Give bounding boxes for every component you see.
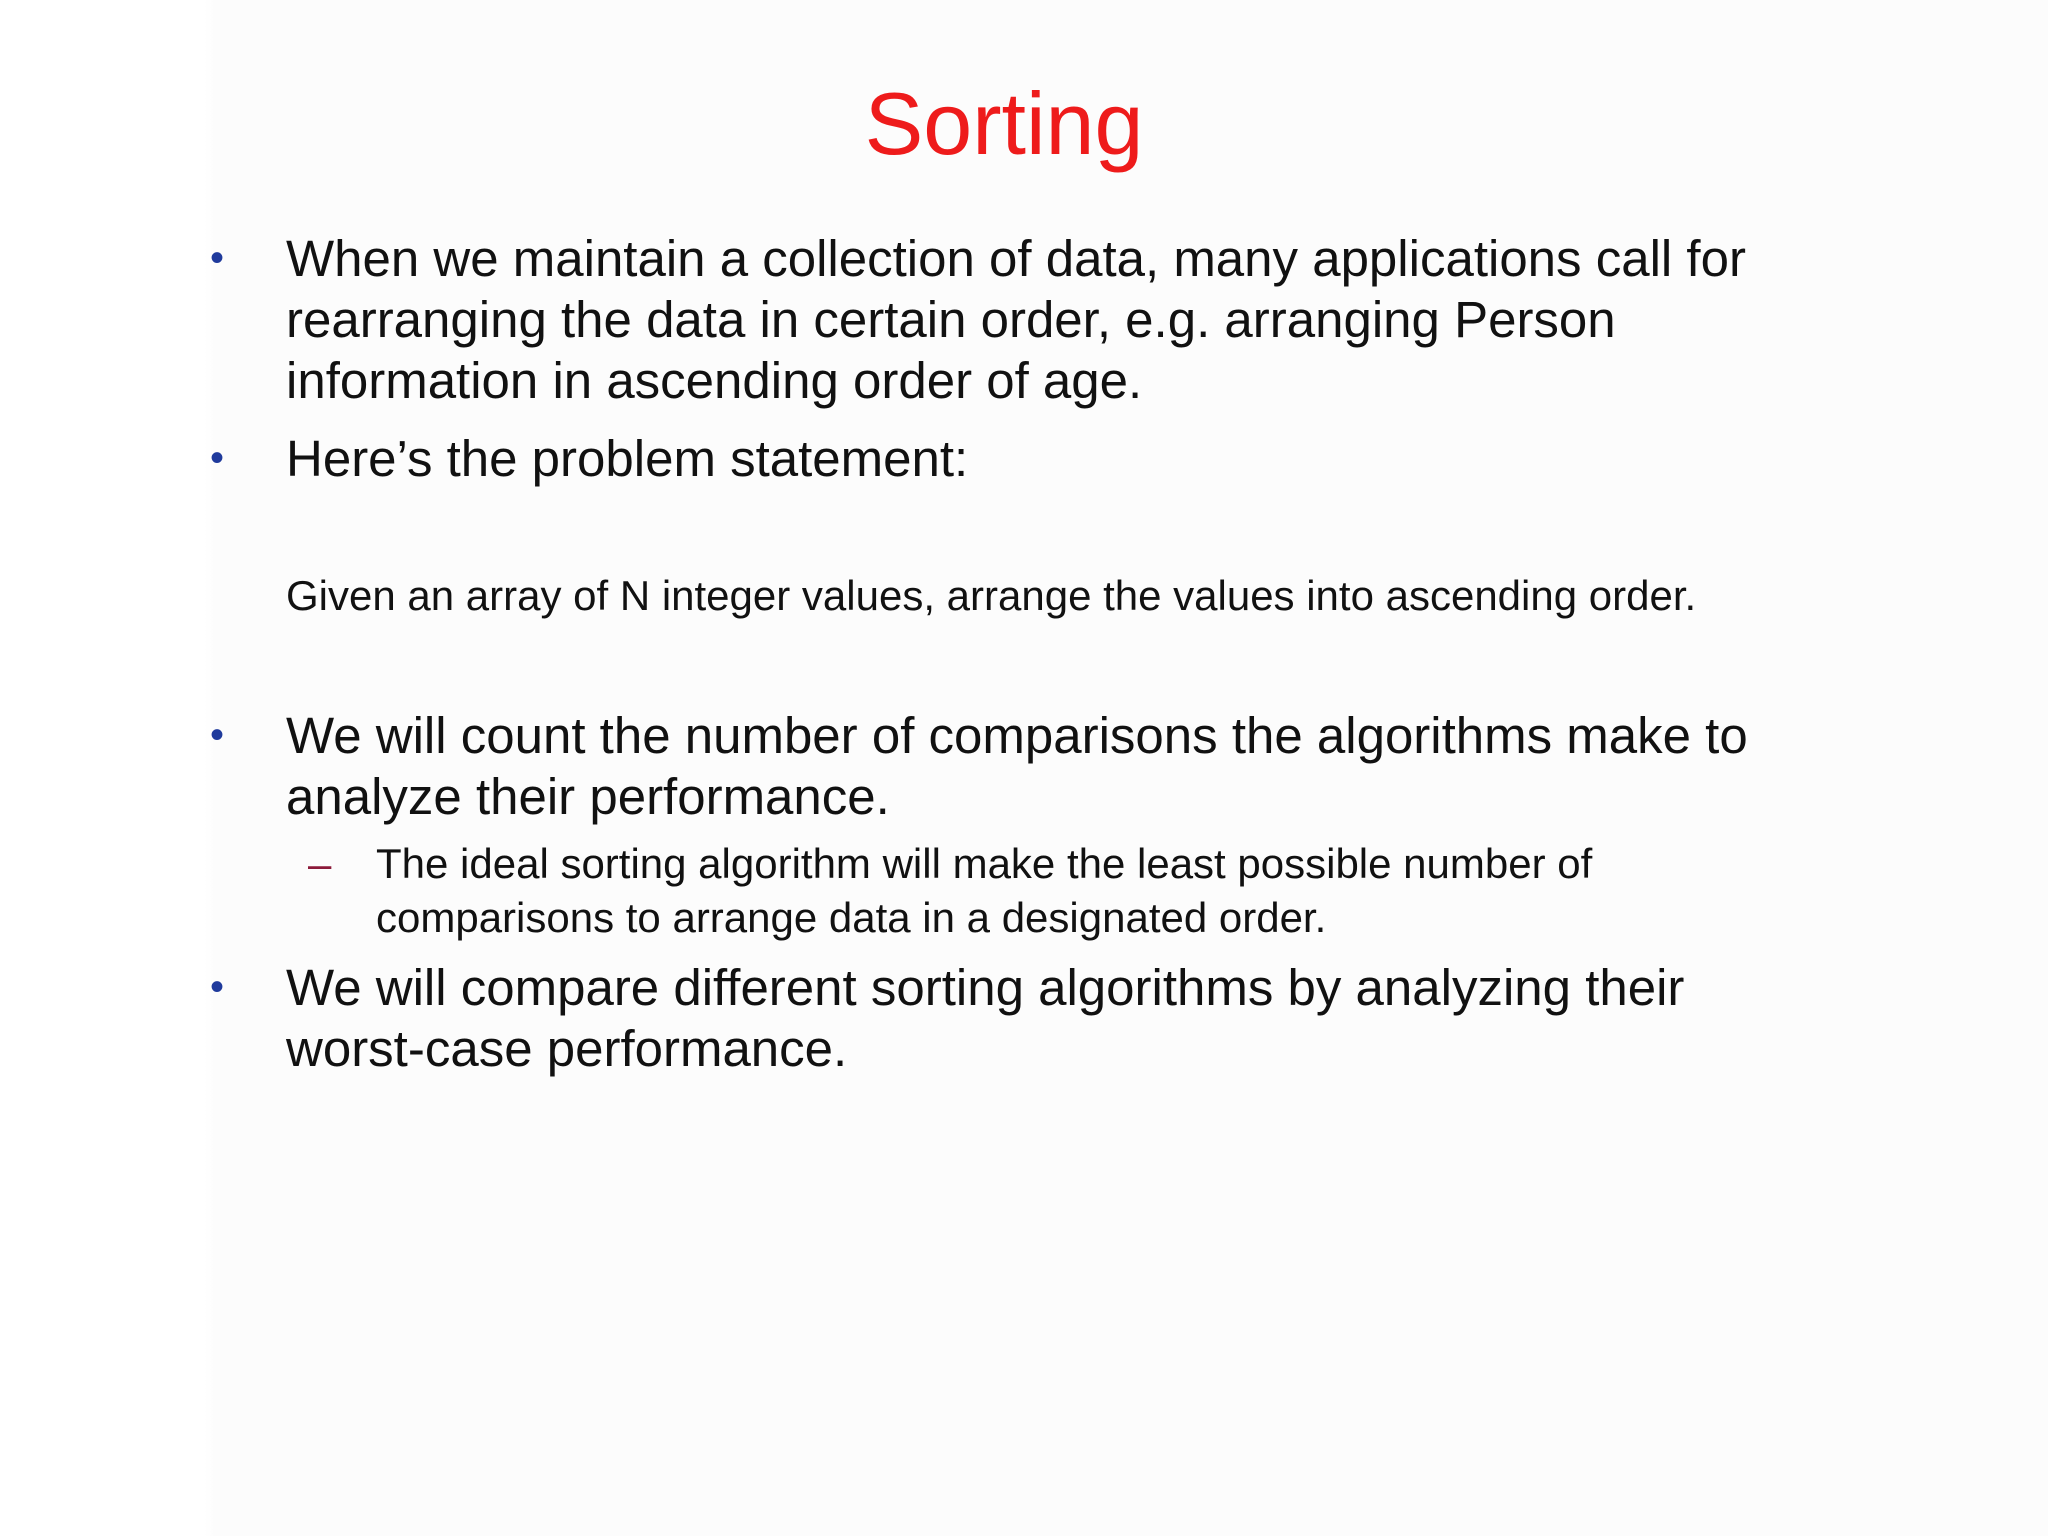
slide-title: Sorting (864, 74, 1144, 173)
bullet-item (210, 957, 1790, 1079)
bullet-icon: • (210, 436, 225, 480)
problem-statement: Given an array of N integer values, arrange the values into ascending order. (286, 572, 1697, 619)
bullet-icon: • (210, 236, 225, 280)
bullet-item (210, 228, 1790, 411)
slide-body (210, 228, 1790, 1079)
bullet-item (210, 705, 1790, 827)
bullet-icon: • (210, 713, 225, 757)
bullet-text: We will count the number of comparisons the algorithms make to analyze their performance. (286, 707, 1748, 825)
bullet-text: We will compare different sorting algorithms by analyzing their worst-case performance. (286, 959, 1685, 1077)
sub-bullet-item (210, 837, 1790, 945)
sub-bullet-text: The ideal sorting algorithm will make the least possible number of comparisons to arrange data in a designated order. (376, 840, 1593, 941)
dash-icon: – (308, 840, 332, 887)
bullet-text: When we maintain a collection of data, many applications call for rearranging the data in certain order, e.g. arranging Person information in ascending order of age. (286, 230, 1746, 409)
bullet-item (210, 428, 1790, 489)
bullet-text: Here’s the problem statement: (286, 430, 969, 487)
bullet-icon: • (210, 965, 225, 1009)
